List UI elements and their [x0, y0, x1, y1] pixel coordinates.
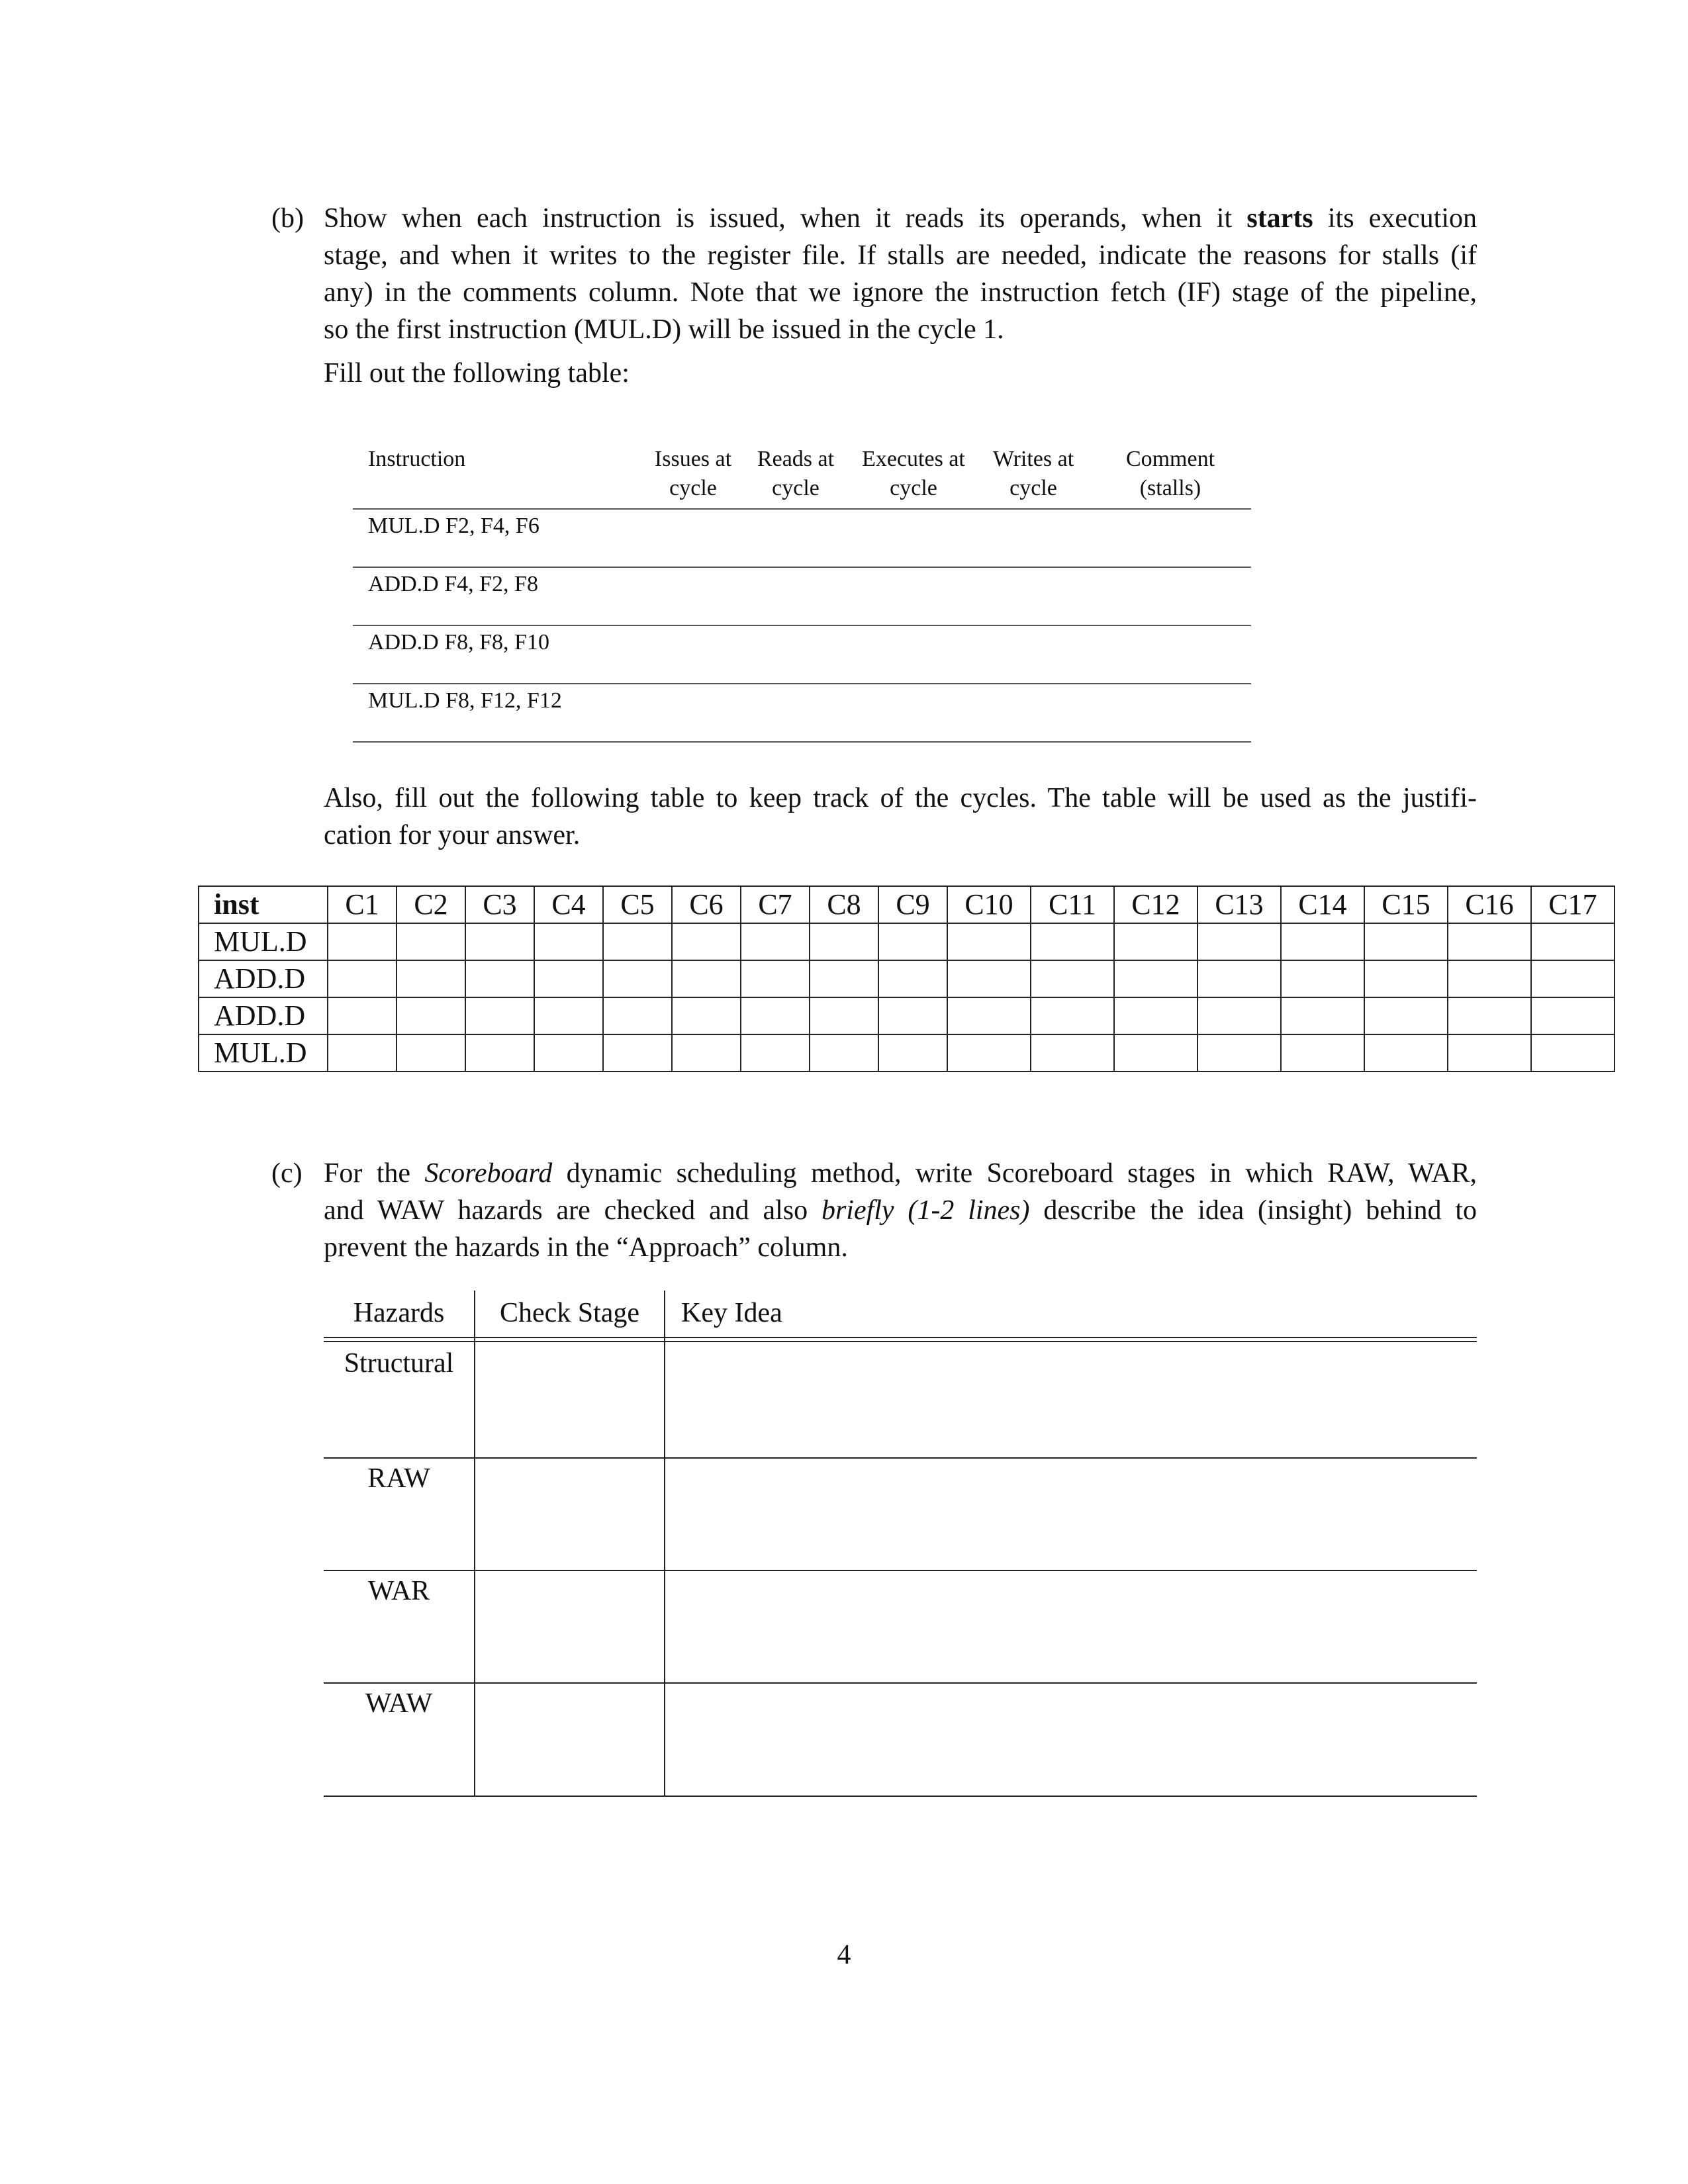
hazards-table: [324, 1291, 1477, 1797]
instruction-text: ADD.D F8, F8, F10: [368, 630, 549, 655]
empty-cell: [1114, 997, 1197, 1034]
empty-cell: [810, 997, 878, 1034]
empty-cell: [328, 997, 397, 1034]
header-executes: Executes at cycle: [862, 447, 965, 500]
row-rule: [324, 1570, 1477, 1571]
page-number: 4: [837, 1940, 851, 1970]
row-instruction: MUL.D: [199, 1034, 328, 1071]
empty-cell: [1114, 1034, 1197, 1071]
empty-cell: [1364, 997, 1448, 1034]
cycle-row: [199, 1034, 1615, 1071]
empty-cell: [1448, 923, 1531, 960]
cycle-header: C14: [1281, 886, 1364, 923]
header-check-stage: Check Stage: [499, 1298, 640, 1328]
empty-cell: [534, 997, 603, 1034]
header-reads: Reads at cycle: [757, 447, 835, 500]
empty-cell: [1364, 923, 1448, 960]
empty-cell: [328, 923, 397, 960]
cycle-header: C8: [810, 886, 878, 923]
part-b-label: (b): [271, 203, 304, 234]
empty-cell: [603, 1034, 672, 1071]
empty-cell: [1197, 997, 1281, 1034]
also-line-1: Also, fill out the following table to keep track of the cycles. The table will be used as the justifi-: [324, 783, 1477, 813]
header-rule: [324, 1341, 1477, 1342]
empty-cell: [672, 923, 741, 960]
empty-cell: [1531, 997, 1615, 1034]
empty-cell: [810, 1034, 878, 1071]
cycle-header: C1: [328, 886, 397, 923]
empty-cell: [741, 960, 810, 997]
header-key-idea: Key Idea: [681, 1298, 782, 1328]
empty-cell: [465, 960, 534, 997]
empty-cell: [603, 960, 672, 997]
cycle-row: [199, 960, 1615, 997]
empty-cell: [741, 997, 810, 1034]
part-c-line-3: prevent the hazards in the “Approach” column.: [324, 1232, 848, 1263]
part-c-line-1: For the Scoreboard dynamic scheduling method, write Scoreboard stages in which RAW, WAR,: [324, 1158, 1477, 1189]
empty-cell: [534, 960, 603, 997]
cycle-header: C3: [465, 886, 534, 923]
empty-cell: [1197, 923, 1281, 960]
cycle-header: C2: [397, 886, 465, 923]
header-inst: inst: [199, 886, 328, 923]
empty-cell: [534, 1034, 603, 1071]
cycle-row: [199, 923, 1615, 960]
cycle-header: C9: [878, 886, 947, 923]
timing-table-header: [353, 445, 1251, 510]
cycle-header: C4: [534, 886, 603, 923]
empty-cell: [397, 960, 465, 997]
empty-cell: [465, 923, 534, 960]
empty-cell: [397, 1034, 465, 1071]
empty-cell: [741, 1034, 810, 1071]
timing-row: [353, 568, 1251, 626]
cycle-header: C16: [1448, 886, 1531, 923]
empty-cell: [1031, 960, 1114, 997]
instruction-timing-table: [353, 445, 1251, 743]
cycle-header: C13: [1197, 886, 1281, 923]
hazard-waw: WAW: [365, 1688, 433, 1719]
empty-cell: [534, 923, 603, 960]
empty-cell: [1281, 923, 1364, 960]
empty-cell: [1281, 997, 1364, 1034]
hazard-structural: Structural: [344, 1348, 454, 1379]
header-rule: [324, 1337, 1477, 1338]
empty-cell: [1364, 1034, 1448, 1071]
empty-cell: [810, 960, 878, 997]
empty-cell: [947, 1034, 1031, 1071]
instruction-text: MUL.D F8, F12, F12: [368, 688, 562, 713]
also-line-2: cation for your answer.: [324, 820, 581, 850]
empty-cell: [1448, 960, 1531, 997]
empty-cell: [1281, 1034, 1364, 1071]
header-comment: Comment (stalls): [1125, 447, 1215, 500]
cycle-header: C7: [741, 886, 810, 923]
part-c-line-2: and WAW hazards are checked and also briefly (1-2 lines) describe the idea (insight) behind to: [324, 1195, 1477, 1226]
bottom-rule: [324, 1796, 1477, 1797]
empty-cell: [878, 960, 947, 997]
empty-cell: [1114, 923, 1197, 960]
empty-cell: [947, 960, 1031, 997]
empty-cell: [672, 997, 741, 1034]
cycle-row: [199, 997, 1615, 1034]
empty-cell: [397, 923, 465, 960]
empty-cell: [1281, 960, 1364, 997]
empty-cell: [878, 1034, 947, 1071]
cycle-header: C11: [1031, 886, 1114, 923]
empty-cell: [465, 1034, 534, 1071]
empty-cell: [328, 1034, 397, 1071]
cycle-header: C6: [672, 886, 741, 923]
empty-cell: [1531, 1034, 1615, 1071]
empty-cell: [878, 923, 947, 960]
empty-cell: [1364, 960, 1448, 997]
header-issues: Issues at cycle: [654, 447, 732, 500]
empty-cell: [397, 997, 465, 1034]
empty-cell: [1197, 960, 1281, 997]
instruction-text: ADD.D F4, F2, F8: [368, 572, 538, 596]
header-instruction: Instruction: [368, 447, 466, 471]
part-c-label: (c): [271, 1158, 303, 1189]
empty-cell: [603, 923, 672, 960]
part-b-line-3: any) in the comments column. Note that we ignore the instruction fetch (IF) stage of the pipeline,: [324, 277, 1477, 308]
part-c-question: [324, 1155, 1477, 1266]
cycle-table-instruction: [324, 780, 1477, 854]
cycle-tracking-table: [198, 886, 1615, 1072]
fill-instruction: Fill out the following table:: [324, 358, 630, 388]
column-divider: [664, 1291, 665, 1797]
empty-cell: [465, 997, 534, 1034]
part-b-question: [324, 200, 1477, 348]
empty-cell: [603, 997, 672, 1034]
row-instruction: ADD.D: [199, 997, 328, 1034]
empty-cell: [1531, 923, 1615, 960]
empty-cell: [810, 923, 878, 960]
hazard-raw: RAW: [367, 1463, 430, 1494]
part-b-line-4: so the first instruction (MUL.D) will be issued in the cycle 1.: [324, 314, 1004, 345]
row-rule: [324, 1457, 1477, 1459]
empty-cell: [1031, 923, 1114, 960]
empty-cell: [1031, 997, 1114, 1034]
empty-cell: [672, 1034, 741, 1071]
empty-cell: [947, 997, 1031, 1034]
header-hazards: Hazards: [353, 1298, 445, 1328]
cycle-header: C15: [1364, 886, 1448, 923]
part-b-line-2: stage, and when it writes to the register file. If stalls are needed, indicate the reasons for stalls (if: [324, 240, 1477, 271]
cycle-table-header: [199, 886, 1615, 923]
cycle-header: C12: [1114, 886, 1197, 923]
cycle-header: C17: [1531, 886, 1615, 923]
row-instruction: MUL.D: [199, 923, 328, 960]
empty-cell: [672, 960, 741, 997]
header-writes: Writes at cycle: [992, 447, 1074, 500]
cycle-header: C5: [603, 886, 672, 923]
empty-cell: [1114, 960, 1197, 997]
empty-cell: [1197, 1034, 1281, 1071]
hazard-war: WAR: [367, 1576, 430, 1606]
row-rule: [324, 1682, 1477, 1684]
empty-cell: [741, 923, 810, 960]
empty-cell: [328, 960, 397, 997]
cycle-header: C10: [947, 886, 1031, 923]
empty-cell: [947, 923, 1031, 960]
timing-row: [353, 510, 1251, 568]
instruction-text: MUL.D F2, F4, F6: [368, 514, 539, 538]
empty-cell: [1531, 960, 1615, 997]
timing-row: [353, 684, 1251, 743]
empty-cell: [1031, 1034, 1114, 1071]
empty-cell: [878, 997, 947, 1034]
part-b-line-1: Show when each instruction is issued, when it reads its operands, when it starts its execution: [324, 203, 1477, 234]
timing-row: [353, 626, 1251, 684]
column-divider: [474, 1291, 475, 1797]
row-instruction: ADD.D: [199, 960, 328, 997]
empty-cell: [1448, 997, 1531, 1034]
empty-cell: [1448, 1034, 1531, 1071]
